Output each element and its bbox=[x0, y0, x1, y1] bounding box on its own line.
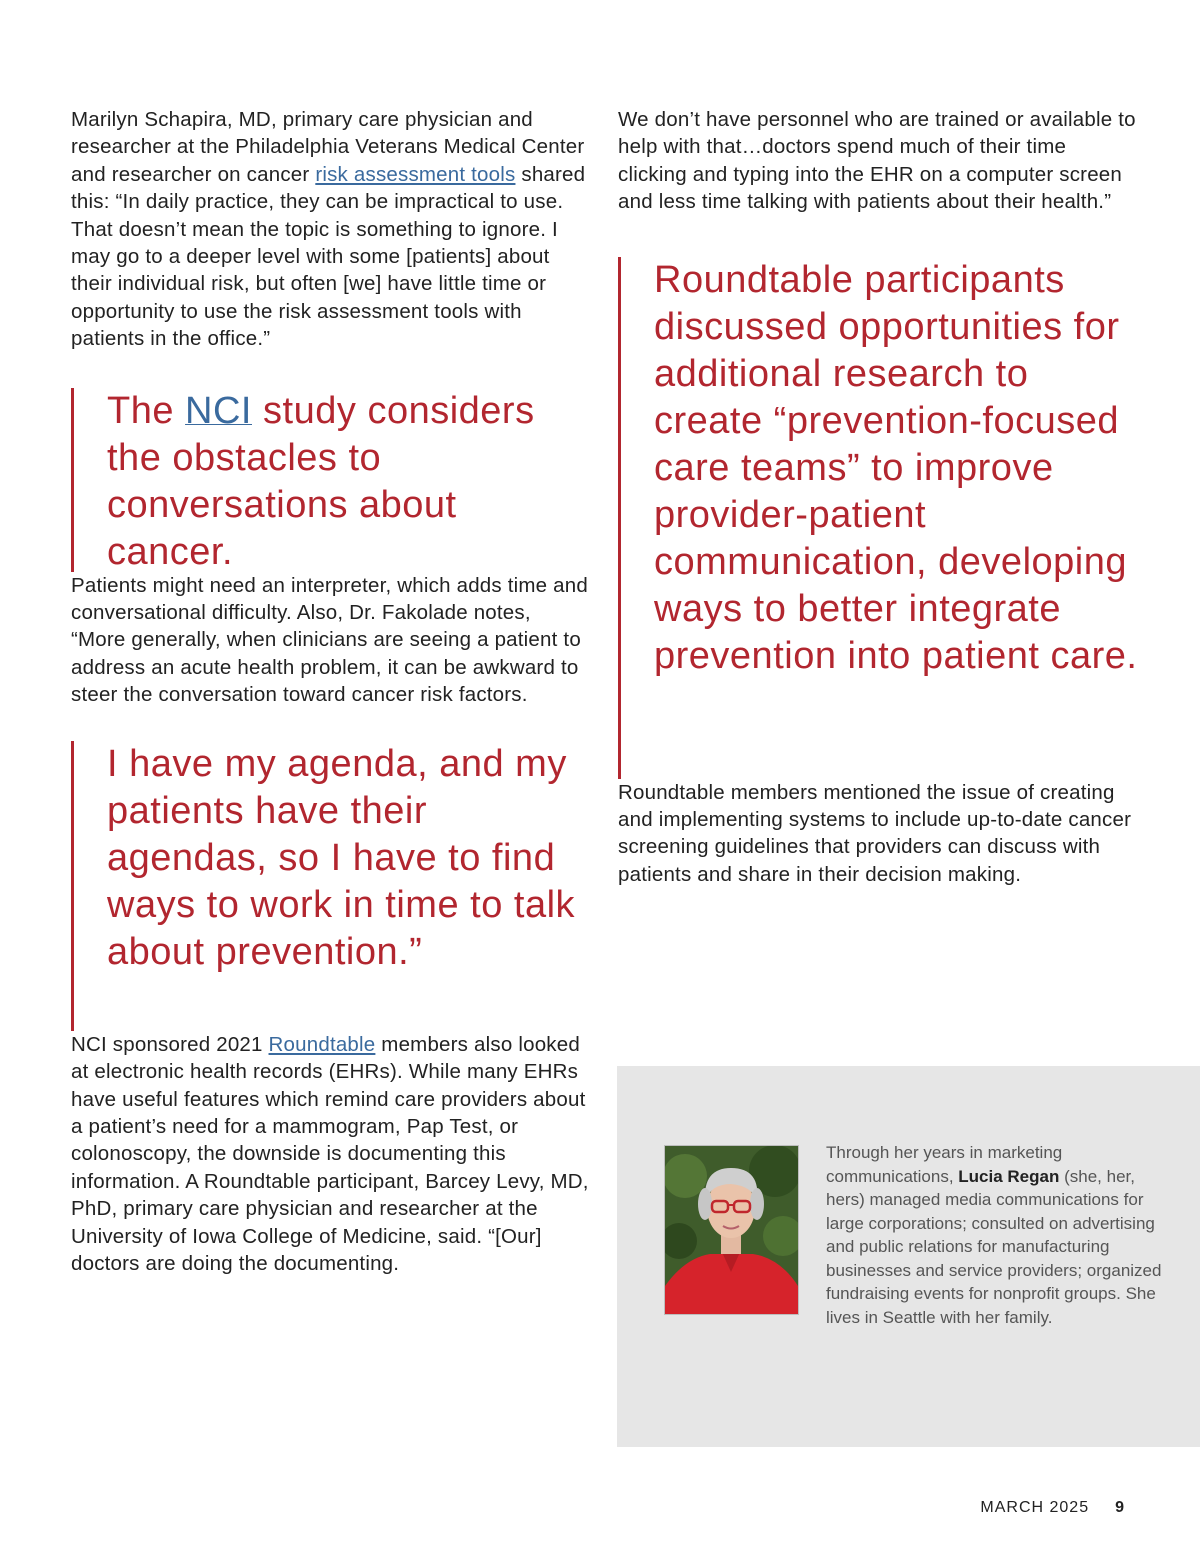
issue-date: MARCH 2025 bbox=[980, 1499, 1090, 1516]
pull-quote-nci-text-a: The bbox=[107, 389, 186, 432]
left-paragraph-2: Patients might need an interpreter, which adds time and conversational difficulty. Also, Dr. Fakolade notes, “More generally, when clinicians are seeing a patient to address an acute health problem, it can be awkward to steer the conversation toward cancer risk factors. bbox=[71, 573, 588, 707]
right-column bbox=[618, 106, 1138, 888]
pull-quote-agenda-text: I have my agenda, and my patients have their agendas, so I have to find ways to work in time to talk about prevention.” bbox=[107, 742, 576, 973]
risk-assessment-tools-link[interactable]: risk assessment tools bbox=[315, 162, 516, 186]
right-paragraph-2: Roundtable members mentioned the issue of creating and implementing systems to include up-to-date cancer screening guidelines that providers can discuss with patients and share in their decision making. bbox=[618, 780, 1132, 886]
page-footer bbox=[980, 1499, 1125, 1517]
left-paragraph-3-text-b: members also looked at electronic health records (EHRs). While many EHRs have useful features which remind care providers about a patient’s need for a mammogram, Pap Test, or colonoscopy, the downside is documenting this information. A Roundtable participant, Barcey Levy, MD, PhD, primary care physician and researcher at the University of Iowa College of Medicine, said. “[Our] doctors are doing the documenting. bbox=[71, 1032, 589, 1275]
pull-quote-roundtable bbox=[618, 257, 1138, 779]
author-bio-box bbox=[617, 1066, 1200, 1447]
page-number: 9 bbox=[1115, 1499, 1125, 1516]
left-paragraph-3-text-a: NCI sponsored 2021 bbox=[71, 1032, 269, 1056]
left-paragraph-1-text-a: Marilyn Schapira, MD, primary care physician and researcher at the Philadelphia Veterans Medical Center and researcher on cancer bbox=[71, 108, 585, 186]
pull-quote-nci-text-b: study considers the obstacles to conversations about cancer. bbox=[107, 389, 535, 573]
nci-link[interactable]: NCI bbox=[185, 389, 252, 432]
left-paragraph-1-text-b: shared this: “In daily practice, they can be impractical to use. That doesn’t mean the topic is something to ignore. I may go to a deeper level with some [patients] about their individual risk, but often [we] have little time or opportunity to use the risk assessment tools with patients in the office.” bbox=[71, 162, 586, 351]
right-paragraph-1: We don’t have personnel who are trained or available to help with that…doctors spend much of their time clicking and typing into the EHR on a computer screen and less time talking with patients about their health.” bbox=[618, 108, 1136, 214]
author-bio-text bbox=[826, 1141, 1166, 1329]
left-paragraph-3 bbox=[71, 1031, 591, 1278]
bio-intro: Through her years in marketing communications, bbox=[826, 1143, 1063, 1186]
bio-rest: (she, her, hers) managed media communications for large corporations; consulted on advertising and public relations for manufacturing businesses and service providers; organized fundraising events for nonprofit groups. She lives in Seattle with her family. bbox=[826, 1166, 1162, 1327]
pull-quote-nci-study-text bbox=[107, 388, 591, 576]
pull-quote-roundtable-text: Roundtable participants discussed opportunities for additional research to create “prevention-focused care teams” to improve provider-patient communication, developing ways to better integrate prevention into patient care. bbox=[654, 258, 1138, 677]
left-paragraph-1 bbox=[71, 106, 591, 353]
pull-quote-agenda bbox=[71, 741, 591, 1031]
author-portrait-image bbox=[665, 1146, 798, 1314]
author-photo bbox=[664, 1145, 799, 1315]
author-name: Lucia Regan bbox=[958, 1166, 1060, 1186]
left-column bbox=[71, 106, 591, 1277]
pull-quote-nci-study bbox=[71, 388, 591, 572]
roundtable-link[interactable]: Roundtable bbox=[268, 1032, 376, 1056]
